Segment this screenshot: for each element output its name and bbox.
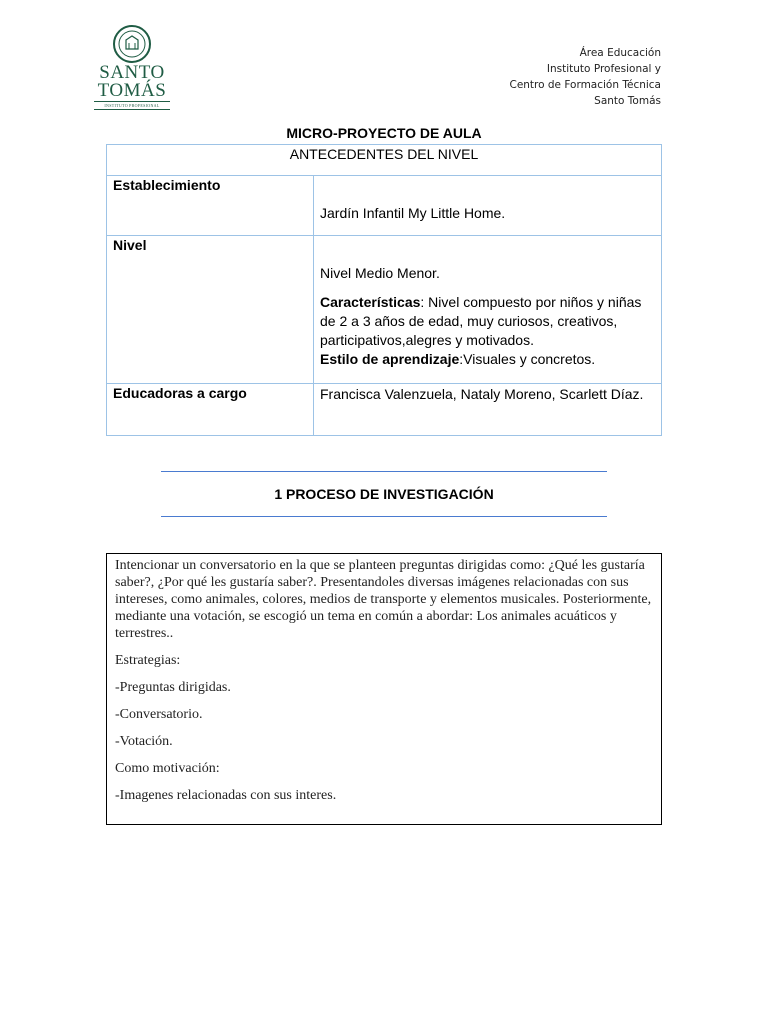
header-line: Santo Tomás bbox=[594, 95, 661, 107]
logo-subtitle: INSTITUTO PROFESIONAL bbox=[94, 101, 170, 110]
header-line: Centro de Formación Técnica bbox=[509, 79, 661, 91]
row-label: Establecimiento bbox=[107, 176, 314, 236]
institution-header bbox=[509, 45, 661, 109]
institution-seal-icon bbox=[112, 24, 152, 64]
header-line: Instituto Profesional y bbox=[546, 63, 661, 75]
row-value bbox=[314, 384, 662, 436]
box-paragraph: -Preguntas dirigidas. bbox=[115, 680, 231, 695]
educadoras-value: Francisca Valenzuela, Nataly Moreno, Scarlett Díaz. bbox=[320, 386, 644, 402]
row-label: Nivel bbox=[107, 236, 314, 384]
estilo-label: Estilo de aprendizaje bbox=[320, 351, 460, 367]
section-rule-top bbox=[161, 471, 607, 472]
box-paragraph: Intencionar un conversatorio en la que se planteen preguntas dirigidas como: ¿Qué les gustaría saber?, ¿Por qué les gustaría saber?. Presentandoles diversas imágenes relacionadas con sus intereses, como animales, colores, medios de transporte y elementos musicales. Posteriormente, mediante una votación, se escogió un tema en común a abordar: Los animales acuáticos y terrestres.. bbox=[115, 558, 652, 641]
box-paragraph: -Conversatorio. bbox=[115, 707, 203, 722]
estilo-text bbox=[320, 350, 655, 369]
section-title: 1 PROCESO DE INVESTIGACIÓN bbox=[274, 486, 494, 502]
investigation-text-box bbox=[106, 553, 662, 825]
box-paragraph: -Imagenes relacionadas con sus interes. bbox=[115, 788, 337, 803]
box-paragraph: Como motivación: bbox=[115, 761, 220, 776]
section-rule-bottom bbox=[161, 516, 607, 517]
caracteristicas-label: Características bbox=[320, 294, 421, 310]
estilo-value: :Visuales y concretos. bbox=[459, 351, 596, 367]
box-paragraph: -Votación. bbox=[115, 734, 173, 749]
table-row bbox=[107, 384, 662, 436]
caracteristicas-value: : Nivel compuesto por niños y niñas de 2 a 3 años de edad, muy curiosos, creativos, participativos,alegres y motivados. bbox=[320, 294, 642, 348]
table-heading: ANTECEDENTES DEL NIVEL bbox=[107, 145, 662, 176]
logo-name-line2: TOMÁS bbox=[97, 80, 167, 101]
row-value bbox=[314, 236, 662, 384]
table-row bbox=[107, 236, 662, 384]
institution-logo bbox=[94, 24, 170, 124]
box-paragraph: Estrategias: bbox=[115, 653, 181, 668]
caracteristicas-text bbox=[320, 293, 655, 350]
row-label: Educadoras a cargo bbox=[107, 384, 314, 436]
row-value bbox=[314, 176, 662, 236]
antecedentes-table bbox=[106, 144, 662, 436]
establecimiento-value: Jardín Infantil My Little Home. bbox=[320, 205, 506, 221]
header-line: Área Educación bbox=[579, 47, 661, 59]
nivel-value: Nivel Medio Menor. bbox=[320, 265, 440, 281]
table-row bbox=[107, 176, 662, 236]
logo-name-line1: SANTO bbox=[99, 62, 165, 83]
document-title: MICRO-PROYECTO DE AULA bbox=[286, 125, 482, 141]
